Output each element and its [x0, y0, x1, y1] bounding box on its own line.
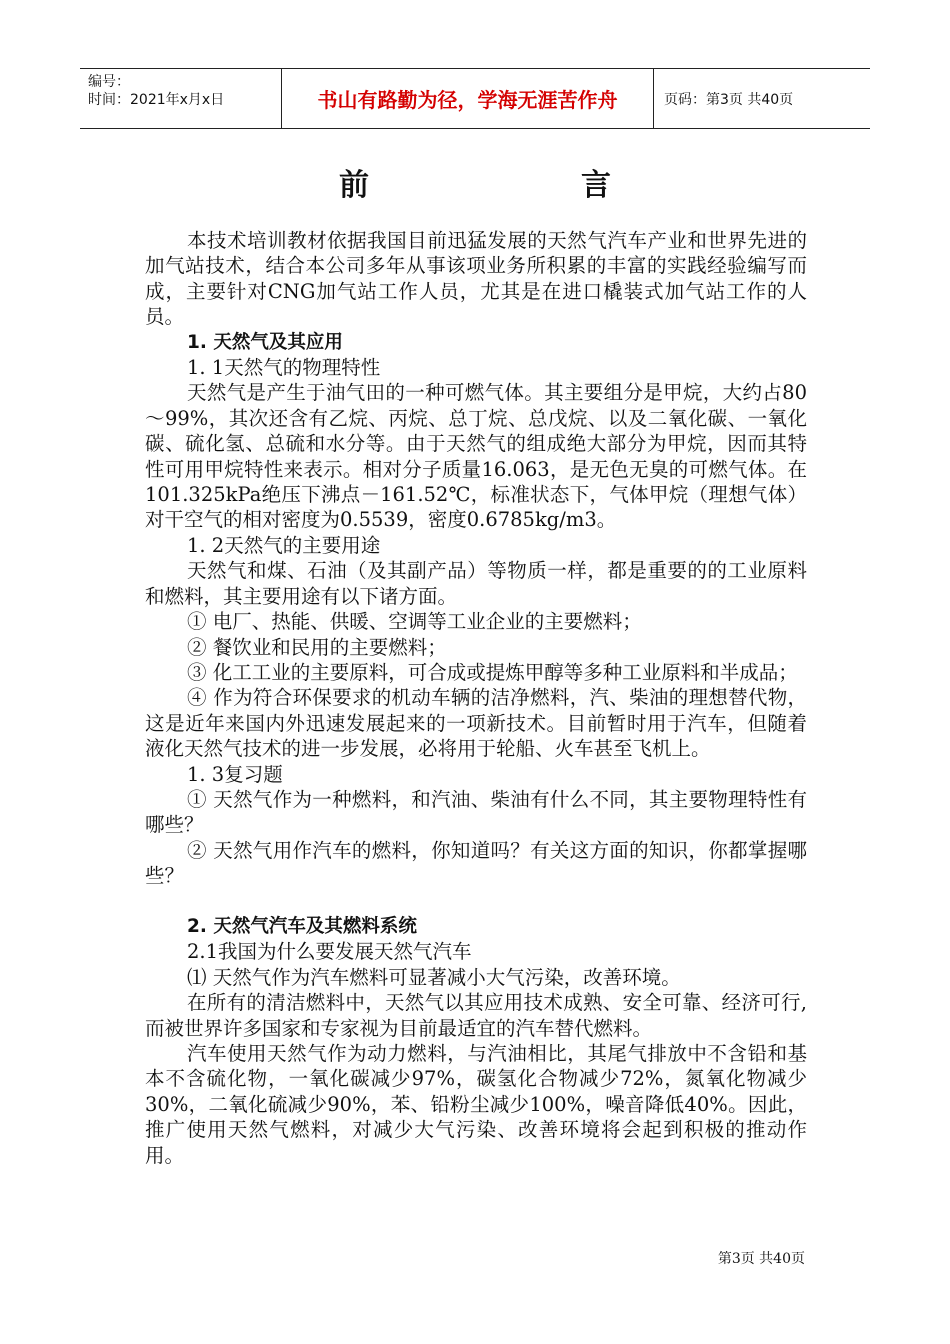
title-char-left: 前 — [339, 168, 369, 203]
review-question-2: ② 天然气用作汽车的燃料，你知道吗？有关这方面的知识，你都掌握哪些？ — [145, 838, 807, 888]
subsection-heading-1-2: 1. 2天然气的主要用途 — [187, 533, 381, 557]
paragraph-uses: 天然气和煤、石油（及其副产品）等物质一样，都是重要的的工业原料和燃料，其主要用途有以下诸方面。 — [145, 559, 807, 608]
header-info — [80, 69, 282, 128]
review-question-1: ① 天然气作为一种燃料，和汽油、柴油有什么不同，其主要物理特性有哪些？ — [145, 787, 807, 837]
list-item-use-3: ③ 化工工业的主要原料，可合成或提炼甲醇等多种工业原料和半成品； — [187, 660, 798, 684]
list-item-use-4: ④ 作为符合环保要求的机动车辆的洁净燃料，汽、柴油的理想替代物，这是近年来国内外迅速发展起来的一项新技术。目前暂时用于汽车，但随着液化天然气技术的进一步发展，必将用于轮船、火车甚至飞机上。 — [145, 686, 807, 761]
subsection-heading-1-3: 1. 3复习题 — [187, 762, 283, 786]
date-label: 时间：2021年x月x日 — [88, 92, 225, 108]
subsection-heading-2-1: 2.1我国为什么要发展天然气汽车 — [187, 940, 472, 964]
paragraph-physical-properties: 天然气是产生于油气田的一种可燃气体。其主要组分是甲烷，大约占80～99%，其次还含有乙烷、丙烷、总丁烷、总戊烷、以及二氧化碳、一氧化碳、硫化氢、总硫和水分等。由于天然气的组成绝大部分为甲烷，因而其特性可用甲烷特性来表示。相对分子质量16.063，是无色无臭的可燃气体。在101.325kPa绝压下沸点－161.52℃，标准状态下，气体甲烷（理想气体）对干空气的相对密度为0.5539，密度0.6785kg/m3。 — [145, 381, 807, 532]
header-page-label: 页码：第3页 共40页 — [664, 91, 794, 108]
page-footer: 第3页 共40页 — [717, 1251, 805, 1267]
document-body — [145, 228, 807, 1168]
page-title — [0, 160, 950, 204]
header-motto: 书山有路勤为径，学海无涯苦作舟 — [282, 69, 654, 128]
list-item-use-2: ② 餐饮业和民用的主要燃料； — [187, 635, 447, 659]
paragraph-emissions: 汽车使用天然气作为动力燃料，与汽油相比，其尾气排放中不含铅和基本不含硫化物，一氧化碳减少97%，碳氢化合物减少72%，氮氧化物减少30%，二氧化硫减少90%，苯、铅粉尘减少100%，噪音降低40%。因此，推广使用天然气燃料，对减少大气污染、改善环境将会起到积极的推动作用。 — [145, 1041, 807, 1167]
number-label: 编号： — [88, 74, 130, 90]
page-header — [80, 68, 870, 129]
list-item-use-1: ① 电厂、热能、供暖、空调等工业企业的主要燃料； — [187, 610, 642, 634]
reason-1: ⑴ 天然气作为汽车燃料可显著减小大气污染，改善环境。 — [187, 965, 681, 989]
section-heading-1: 1. 天然气及其应用 — [187, 331, 343, 353]
section-heading-2: 2. 天然气汽车及其燃料系统 — [187, 915, 417, 937]
intro-paragraph: 本技术培训教材依据我国目前迅猛发展的天然气汽车产业和世界先进的加气站技术，结合本公司多年从事该项业务所积累的丰富的实践经验编写而成，主要针对CNG加气站工作人员，尤其是在进口橇装式加气站工作的人员。 — [145, 229, 807, 329]
subsection-heading-1-1: 1. 1天然气的物理特性 — [187, 356, 381, 380]
title-char-right: 言 — [581, 168, 611, 203]
paragraph-clean-fuel: 在所有的清洁燃料中，天然气以其应用技术成熟、安全可靠、经济可行,而被世界许多国家和专家视为目前最适宜的汽车替代燃料。 — [145, 991, 807, 1040]
